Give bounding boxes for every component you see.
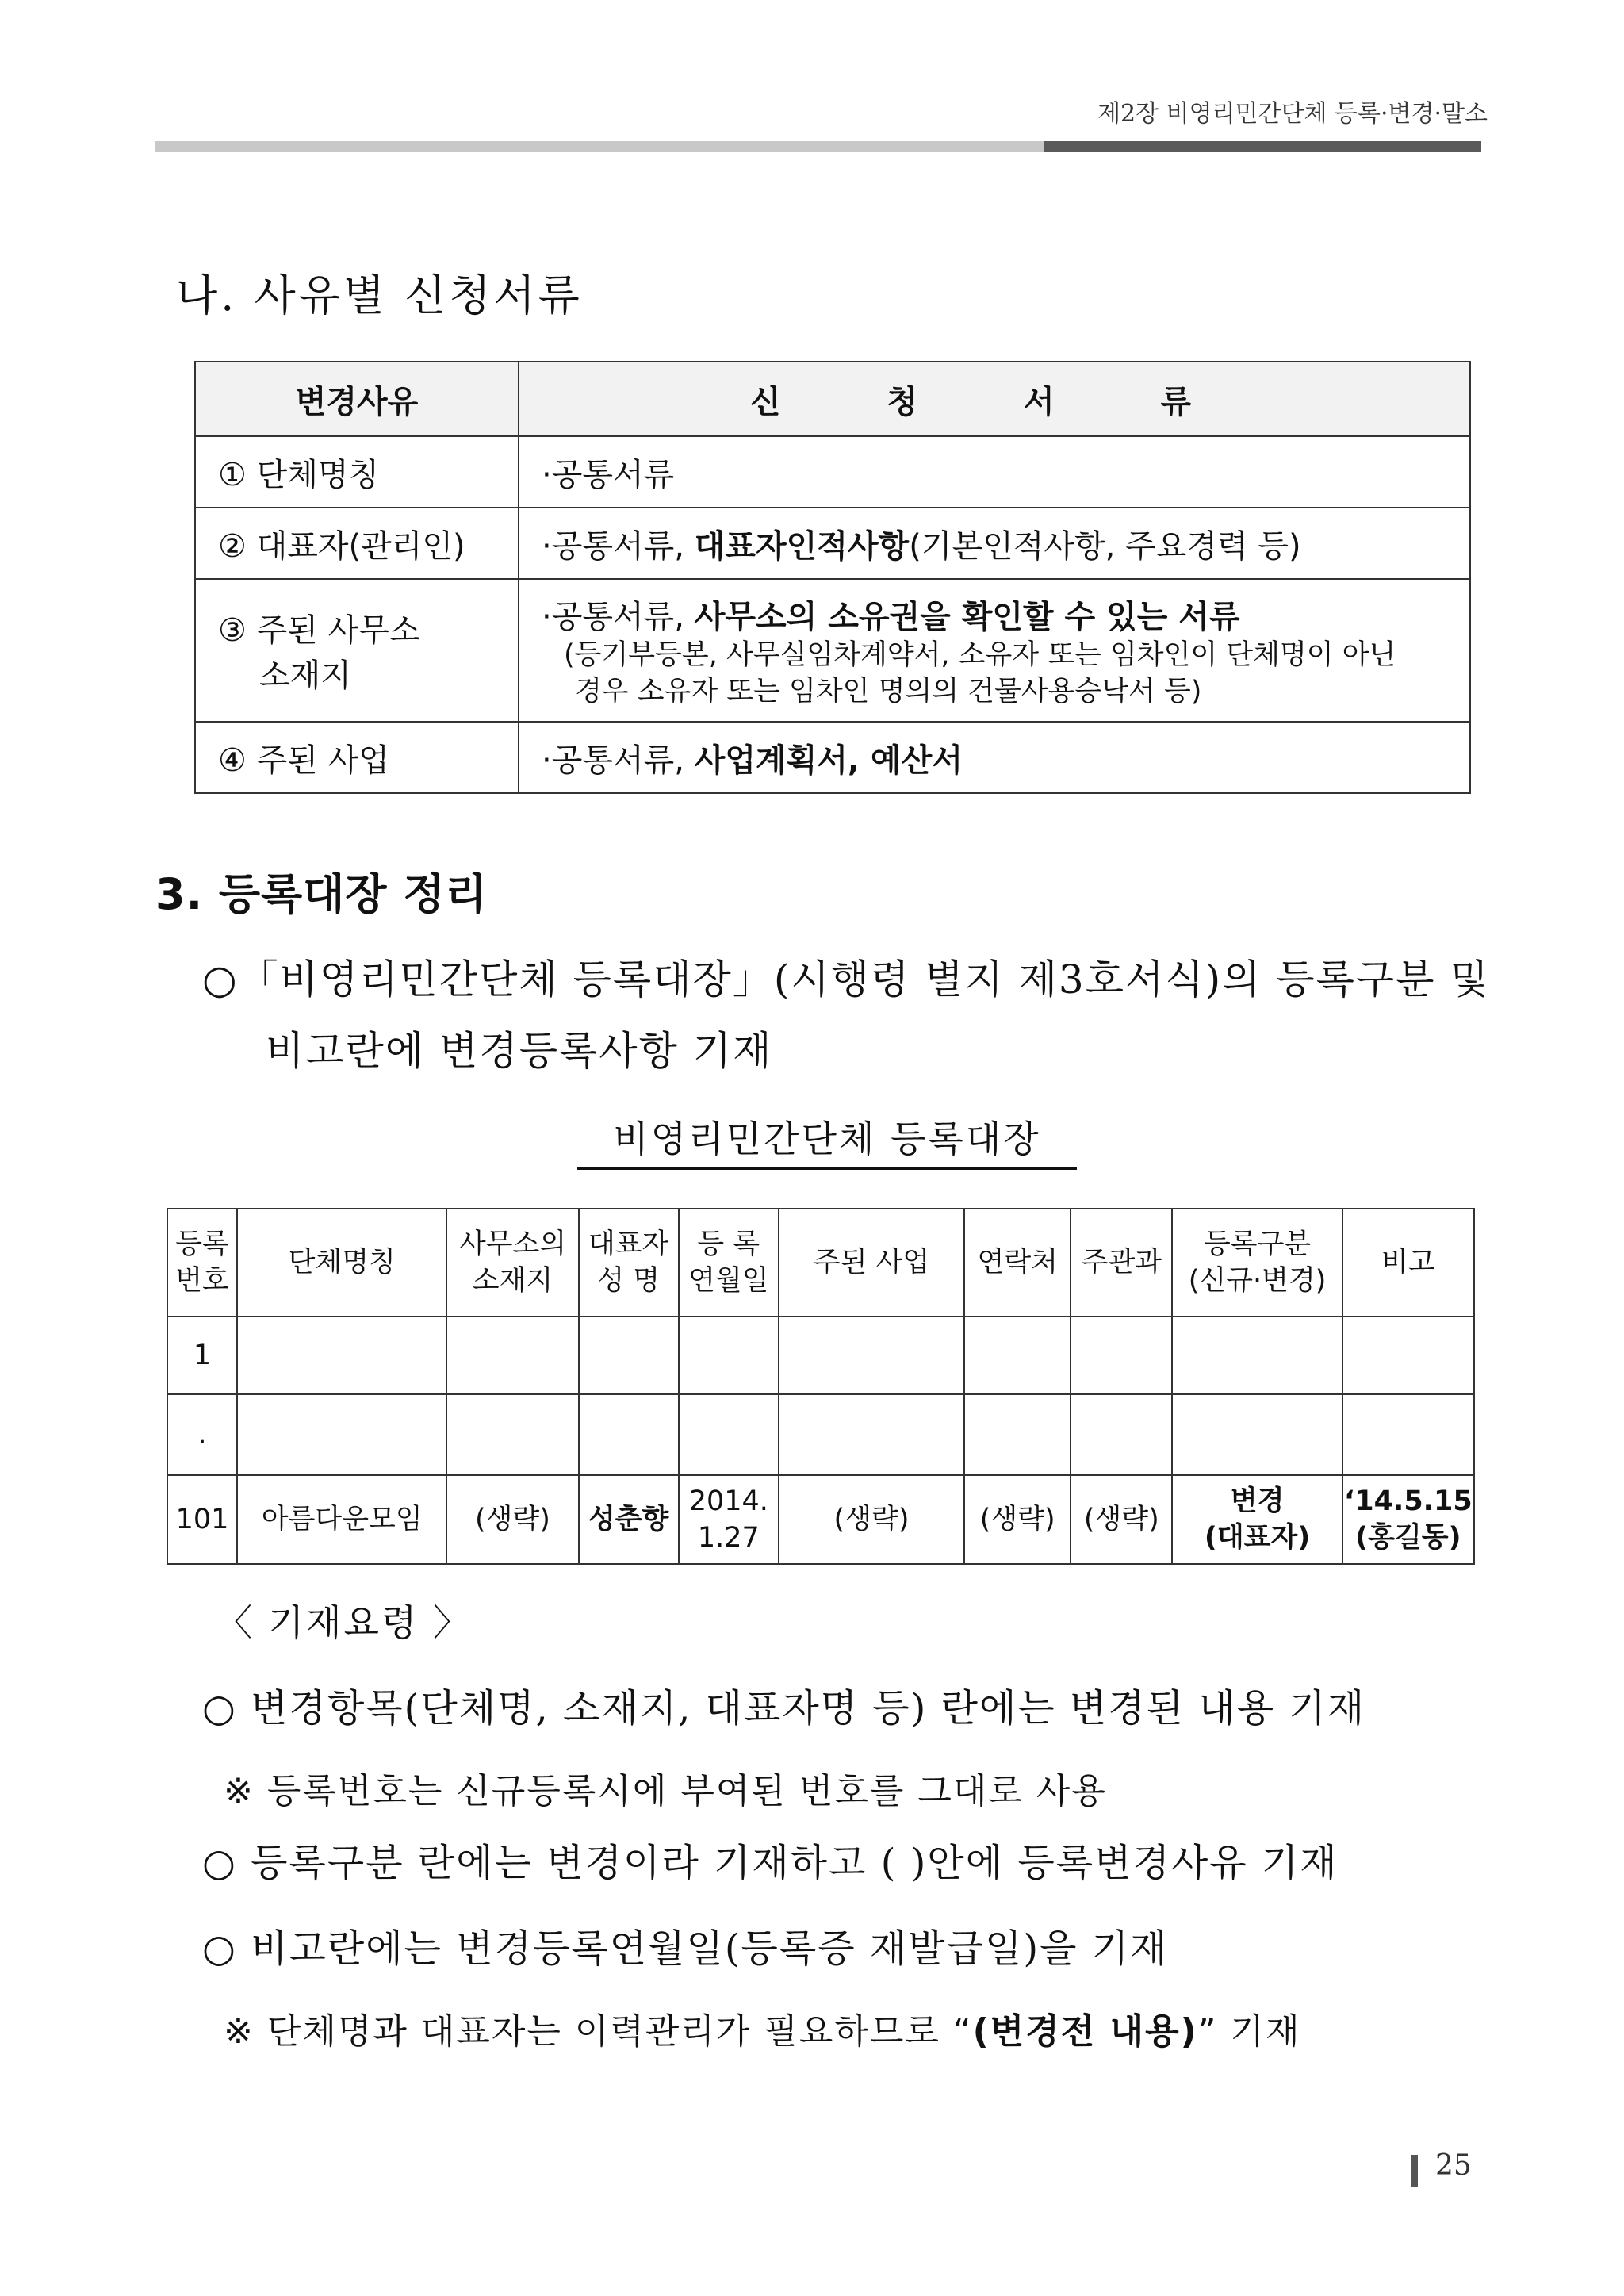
- documents-cell: [519, 436, 1470, 508]
- cell-department: (생략): [1071, 1475, 1172, 1564]
- column-header-reason: 변경사유: [195, 362, 519, 436]
- cell-office: (생략): [446, 1475, 578, 1564]
- cell-empty: [579, 1317, 679, 1394]
- cell-empty: [1342, 1394, 1474, 1475]
- table-row: [195, 579, 1470, 722]
- cell-empty: [964, 1317, 1071, 1394]
- reason-cell: ④ 주된 사업: [195, 722, 519, 793]
- documents-cell: [519, 508, 1470, 579]
- guide-title: 〈 기재요령 〉: [216, 1601, 472, 1644]
- header-rule-dark: [1044, 141, 1481, 152]
- guide-note-2-suffix: ” 기재: [1197, 2011, 1301, 2052]
- cell-representative: 성춘향: [579, 1475, 679, 1564]
- cell-remarks-line-2: (홍길동): [1355, 1522, 1461, 1554]
- header-rep-line-2: 성 명: [597, 1265, 661, 1297]
- intro-paragraph-line-2: 비고란에 변경등록사항 기재: [266, 1028, 773, 1074]
- guide-item-1: ○ 변경항목(단체명, 소재지, 대표자명 등) 란에는 변경된 내용 기재: [202, 1686, 1366, 1731]
- documents-cell: [519, 579, 1470, 722]
- cell-empty: [779, 1317, 964, 1394]
- docs-by-reason-table: [194, 361, 1471, 794]
- column-header-documents-label: 신 청 서 류: [749, 383, 1239, 420]
- cell-reg-no: 1: [167, 1317, 237, 1394]
- running-header: 제2장 비영리민간단체 등록·변경·말소: [1097, 100, 1488, 128]
- header-office: [446, 1209, 578, 1317]
- cell-empty: [1071, 1394, 1172, 1475]
- cell-org-name: 아름다운모임: [237, 1475, 446, 1564]
- cell-empty: [679, 1317, 779, 1394]
- header-type-line-2: (신규·변경): [1188, 1265, 1327, 1297]
- header-org-name: 단체명칭: [237, 1209, 446, 1317]
- table-row: [167, 1475, 1474, 1564]
- cell-empty: [446, 1317, 578, 1394]
- guide-item-3: ○ 비고란에는 변경등록연월일(등록증 재발급일)을 기재: [202, 1926, 1169, 1971]
- column-header-documents: [519, 362, 1470, 436]
- doc-bold: 대표자인적사항: [694, 527, 910, 565]
- doc-tail: (기본인적사항, 주요경력 등): [909, 527, 1301, 565]
- cell-contact: (생략): [964, 1475, 1071, 1564]
- cell-empty: [1172, 1394, 1342, 1475]
- page-number-bar: [1411, 2155, 1418, 2187]
- header-representative: [579, 1209, 679, 1317]
- cell-date-line-1: 2014.: [688, 1485, 768, 1517]
- cell-type-line-2: (대표자): [1204, 1522, 1311, 1554]
- cell-remarks-line-1: ‘14.5.15: [1344, 1485, 1473, 1517]
- header-reg-type: [1172, 1209, 1342, 1317]
- table-row: [167, 1394, 1474, 1475]
- cell-empty: [679, 1394, 779, 1475]
- table-row: [195, 436, 1470, 508]
- cell-empty: [237, 1394, 446, 1475]
- header-main-business: 주된 사업: [779, 1209, 964, 1317]
- page-number: 25: [1435, 2149, 1472, 2182]
- cell-reg-date: [679, 1475, 779, 1564]
- table-row: [195, 722, 1470, 793]
- header-reg-no: [167, 1209, 237, 1317]
- header-date-line-1: 등 록: [697, 1228, 760, 1260]
- doc-note: (등기부등본, 사무실임차계약서, 소유자 또는 임차인이 단체명이 아닌: [564, 638, 1396, 671]
- cell-empty: [446, 1394, 578, 1475]
- guide-note-1: ※ 등록번호는 신규등록시에 부여된 번호를 그대로 사용: [224, 1771, 1107, 1811]
- cell-date-line-2: 1.27: [697, 1522, 760, 1554]
- header-reg-no-line-1: 등록: [175, 1228, 229, 1260]
- table-row: [195, 508, 1470, 579]
- guide-item-2: ○ 등록구분 란에는 변경이라 기재하고 ( )안에 등록변경사유 기재: [202, 1841, 1339, 1885]
- header-department: 주관과: [1071, 1209, 1172, 1317]
- doc-prefix: ·공통서류,: [542, 527, 695, 565]
- guide-note-2-bold: (변경전 내용): [972, 2011, 1198, 2052]
- doc-note-2: 경우 소유자 또는 임차인 명의의 건물사용승낙서 등): [575, 675, 1202, 707]
- cell-reg-type: [1172, 1475, 1342, 1564]
- cell-empty: [237, 1317, 446, 1394]
- documents-cell: [519, 722, 1470, 793]
- cell-type-line-1: 변경: [1230, 1485, 1285, 1517]
- header-rep-line-1: 대표자: [588, 1228, 669, 1260]
- doc-prefix: ·공통서류,: [542, 598, 695, 635]
- section-heading: 3. 등록대장 정리: [155, 869, 488, 919]
- cell-reg-no: 101: [167, 1475, 237, 1564]
- reason-line-2: 소재지: [259, 657, 351, 694]
- intro-paragraph-line-1: ○「비영리민간단체 등록대장」(시행령 별지 제3호서식)의 등록구분 및: [202, 956, 1490, 1002]
- header-reg-date: [679, 1209, 779, 1317]
- cell-empty: [964, 1394, 1071, 1475]
- header-office-line-2: 소재지: [472, 1265, 553, 1297]
- header-type-line-1: 등록구분: [1203, 1228, 1312, 1260]
- doc-bold: 사무소의 소유권을 확인할 수 있는 서류: [694, 598, 1240, 635]
- cell-empty: [1071, 1317, 1172, 1394]
- header-office-line-1: 사무소의: [458, 1228, 567, 1260]
- cell-main-business: (생략): [779, 1475, 964, 1564]
- reason-cell: ② 대표자(관리인): [195, 508, 519, 579]
- header-date-line-2: 연월일: [688, 1265, 769, 1297]
- guide-note-2-prefix: ※ 단체명과 대표자는 이력관리가 필요하므로 “: [224, 2011, 973, 2052]
- doc-prefix: ·공통서류,: [542, 742, 695, 779]
- doc-bold: 사업계획서, 예산서: [694, 742, 963, 779]
- reason-cell: ① 단체명칭: [195, 436, 519, 508]
- cell-reg-no: .: [167, 1394, 237, 1475]
- register-header-row: [167, 1209, 1474, 1317]
- reason-line-1: ③ 주된 사무소: [218, 612, 420, 649]
- cell-empty: [579, 1394, 679, 1475]
- header-remarks: 비고: [1342, 1209, 1474, 1317]
- guide-note-2: [224, 2003, 1301, 2053]
- cell-empty: [1172, 1317, 1342, 1394]
- register-table: [167, 1208, 1475, 1565]
- cell-empty: [779, 1394, 964, 1475]
- section-title: 나. 사유별 신청서류: [176, 270, 583, 320]
- header-reg-no-line-2: 번호: [175, 1265, 229, 1297]
- table-header-row: [195, 362, 1470, 436]
- reason-cell: [195, 579, 519, 722]
- header-rule-light: [155, 141, 1044, 152]
- cell-remarks: [1342, 1475, 1474, 1564]
- header-contact: 연락처: [964, 1209, 1071, 1317]
- register-title: 비영리민간단체 등록대장: [577, 1110, 1077, 1170]
- doc-prefix: ·공통서류: [542, 456, 675, 493]
- table-row: [167, 1317, 1474, 1394]
- cell-empty: [1342, 1317, 1474, 1394]
